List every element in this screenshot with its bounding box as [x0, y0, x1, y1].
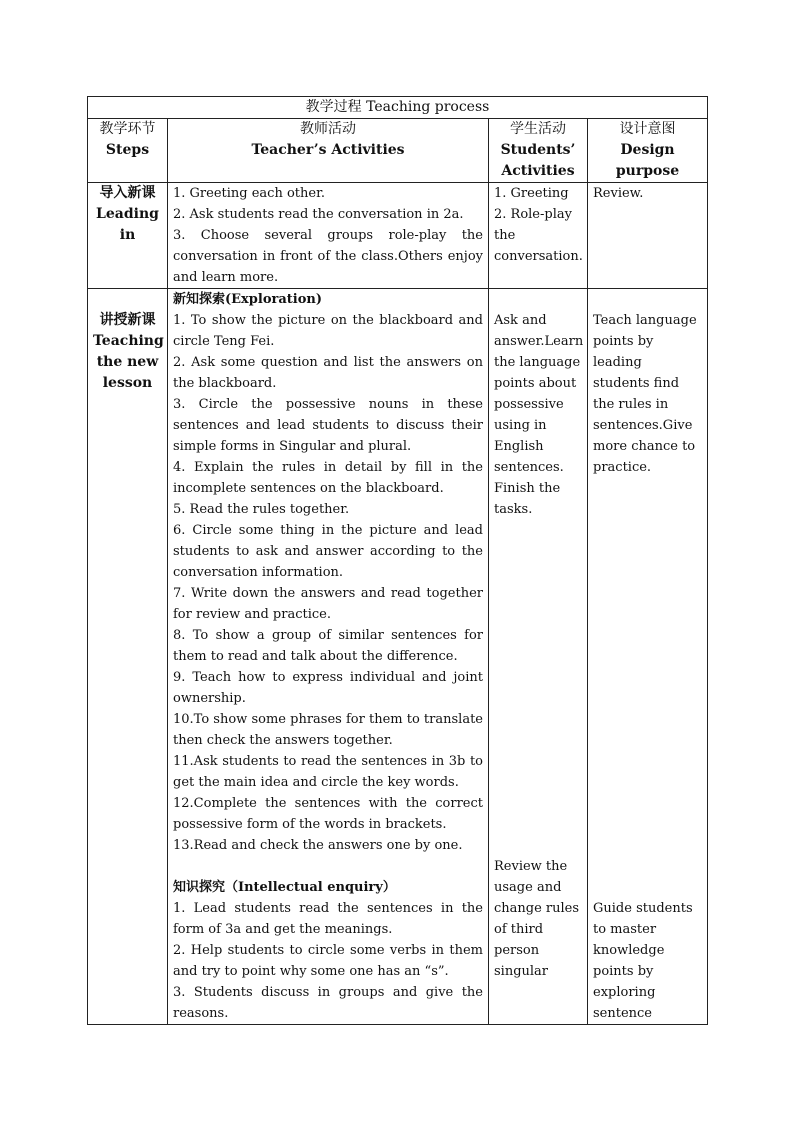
header-students-cn: 学生活动 [510, 121, 566, 137]
exploration-item: 8. To show a group of similar sentences for them to read and talk about the difference. [173, 628, 483, 664]
teaching-process-table [87, 96, 708, 1025]
enquiry-item: 3. Students discuss in groups and give the reasons. [173, 985, 483, 1021]
new-lesson-row [88, 289, 708, 1025]
leading-in-row [88, 183, 708, 289]
header-row [88, 119, 708, 183]
student-leading-item: 1. Greeting [494, 186, 569, 201]
student-enquiry-text: Review the usage and change rules of third person singular [494, 859, 580, 979]
header-students-en: Students’ Activities [500, 142, 576, 179]
exploration-item: 10.To show some phrases for them to translate then check the answers together. [173, 712, 483, 748]
exploration-item: 5. Read the rules together. [173, 502, 350, 517]
step-leading-in [88, 183, 168, 289]
teacher-leading-item: 2. Ask students read the conversation in 2a. [173, 207, 464, 222]
exploration-item: 6. Circle some thing in the picture and lead students to ask and answer according to the conversation information. [173, 523, 483, 580]
header-steps-en: Steps [105, 142, 150, 158]
teacher-leading-item: 3. Choose several groups role-play the conversation in front of the class.Others enjoy and learn more. [173, 228, 483, 285]
teacher-leading-item: 1. Greeting each other. [173, 186, 325, 201]
step-leading-cn: 导入新课 [99, 185, 156, 201]
step-new-lesson-cn: 讲授新课 [99, 312, 156, 328]
header-steps [88, 119, 168, 183]
step-leading-en: Leading in [96, 206, 159, 243]
table-title: 教学过程 Teaching process [88, 97, 708, 119]
exploration-item: 13.Read and check the answers one by one. [173, 838, 463, 853]
exploration-item: 12.Complete the sentences with the correct possessive form of the words in brackets. [173, 796, 483, 832]
design-leading-cell [588, 183, 708, 289]
enquiry-item: 1. Lead students read the sentences in the form of 3a and get the meanings. [173, 901, 483, 937]
enquiry-heading: 知识探究（Intellectual enquiry） [173, 880, 396, 895]
students-new-lesson-cell [489, 289, 588, 1025]
exploration-item: 4. Explain the rules in detail by fill in the incomplete sentences on the blackboard. [173, 460, 483, 496]
header-design [588, 119, 708, 183]
header-teacher-en: Teacher’s Activities [251, 142, 405, 158]
title-row [88, 97, 708, 119]
students-leading-cell [489, 183, 588, 289]
enquiry-item: 2. Help students to circle some verbs in them and try to point why some one has an “s”. [173, 943, 483, 979]
header-students [489, 119, 588, 183]
header-design-cn: 设计意图 [619, 121, 676, 137]
design-exploration-text: Teach language points by leading students find the rules in sentences.Give more chance to practice. [593, 313, 697, 475]
exploration-item: 1. To show the picture on the blackboard and circle Teng Fei. [173, 313, 483, 349]
spacer [173, 856, 483, 877]
header-teacher-cn: 教师活动 [300, 121, 356, 137]
step-new-lesson [88, 289, 168, 1025]
header-steps-cn: 教学环节 [99, 121, 156, 137]
exploration-item: 7. Write down the answers and read together for review and practice. [173, 586, 483, 622]
exploration-heading: 新知探索(Exploration) [173, 292, 322, 307]
header-teacher [168, 119, 489, 183]
step-new-lesson-en: Teaching the new lesson [93, 333, 164, 391]
design-new-lesson-cell [588, 289, 708, 1025]
exploration-item: 3. Circle the possessive nouns in these sentences and lead students to discuss their simple forms in Singular and plural. [173, 397, 483, 454]
student-exploration-text: Ask and answer.Learn the language points about possessive using in English sentences. Finish the tasks. [494, 313, 584, 517]
teacher-new-lesson-cell [168, 289, 489, 1025]
student-leading-item: 2. Role-play the conversation. [494, 207, 583, 264]
exploration-item: 9. Teach how to express individual and joint ownership. [173, 670, 483, 706]
teacher-leading-cell [168, 183, 489, 289]
design-leading-text: Review. [593, 186, 644, 201]
exploration-item: 2. Ask some question and list the answers on the blackboard. [173, 355, 483, 391]
design-enquiry-text: Guide students to master knowledge points by exploring sentence [593, 901, 693, 1021]
exploration-item: 11.Ask students to read the sentences in 3b to get the main idea and circle the key words. [173, 754, 483, 790]
header-design-en: Design purpose [615, 142, 680, 179]
